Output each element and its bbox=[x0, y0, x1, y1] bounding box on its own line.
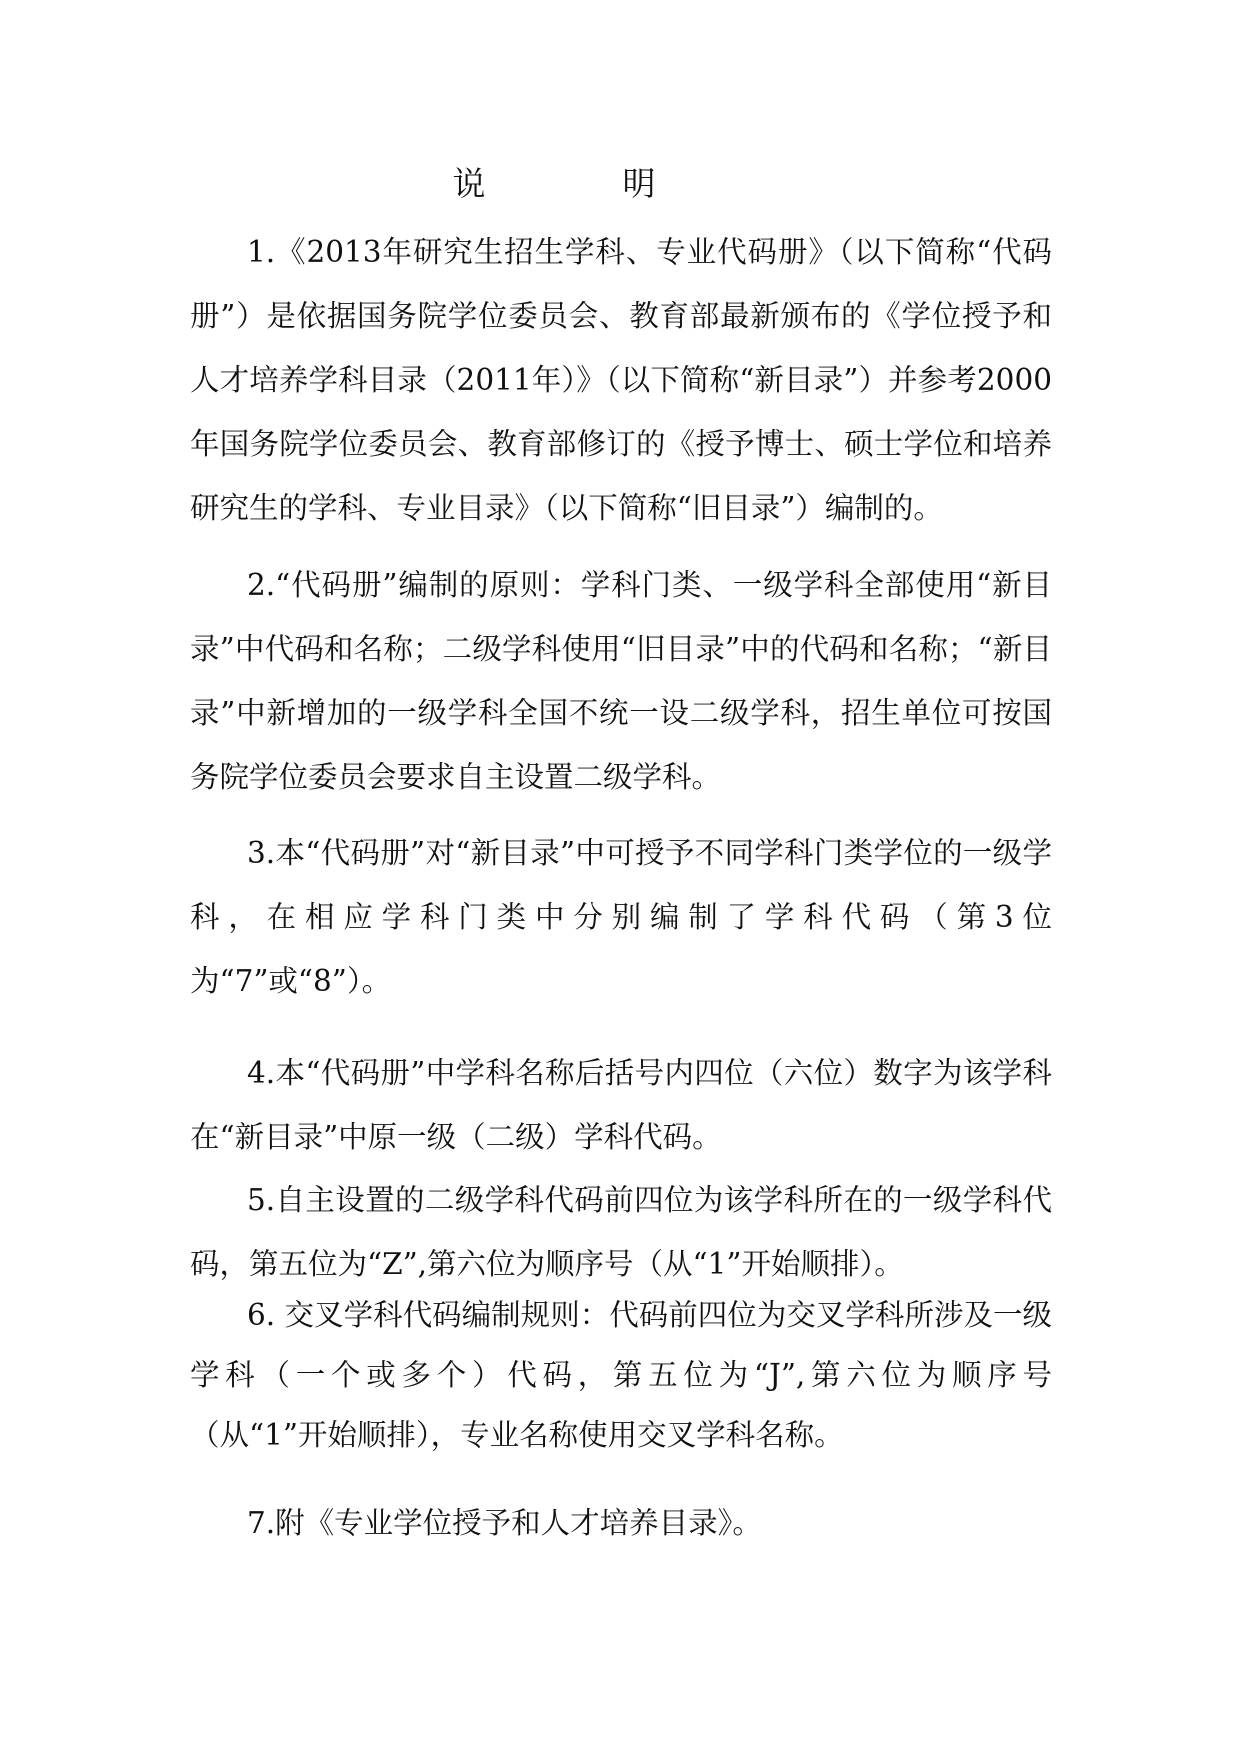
paragraph-3: 3.本“代码册”对“新目录”中可授予不同学科门类学位的一级学科，在相应学科门类中分别编制了学科代码（第3位为“7”或“8”）。 bbox=[190, 836, 1052, 998]
paragraph-7: 7.附《专业学位授予和人才培养目录》。 bbox=[247, 1506, 762, 1540]
page-title: 说 明 bbox=[452, 164, 708, 203]
paragraph-4: 4.本“代码册”中学科名称后括号内四位（六位）数字为该学科在“新目录”中原一级（二级）学科代码。 bbox=[190, 1056, 1052, 1154]
paragraph-6: 6. 交叉学科代码编制规则：代码前四位为交叉学科所涉及一级学科（一个或多个）代码，第五位为“J”,第六位为顺序号（从“1”开始顺排），专业名称使用交叉学科名称。 bbox=[190, 1298, 1052, 1452]
paragraph-2: 2.“代码册”编制的原则：学科门类、一级学科全部使用“新目录”中代码和名称；二级学科使用“旧目录”中的代码和名称；“新目录”中新增加的一级学科全国不统一设二级学科，招生单位可按国务院学位委员会要求自主设置二级学科。 bbox=[190, 568, 1052, 794]
paragraph-1: 1.《2013年研究生招生学科、专业代码册》（以下简称“代码册”）是依据国务院学位委员会、教育部最新颁布的《学位授予和人才培养学科目录（2011年）》（以下简称“新目录”）并参考2000年国务院学位委员会、教育部修订的《授予博士、硕士学位和培养研究生的学科、专业目录》（以下简称“旧目录”）编制的。 bbox=[190, 235, 1052, 525]
paragraph-5: 5.自主设置的二级学科代码前四位为该学科所在的一级学科代码，第五位为“Z”,第六位为顺序号（从“1”开始顺排）。 bbox=[190, 1183, 1052, 1281]
